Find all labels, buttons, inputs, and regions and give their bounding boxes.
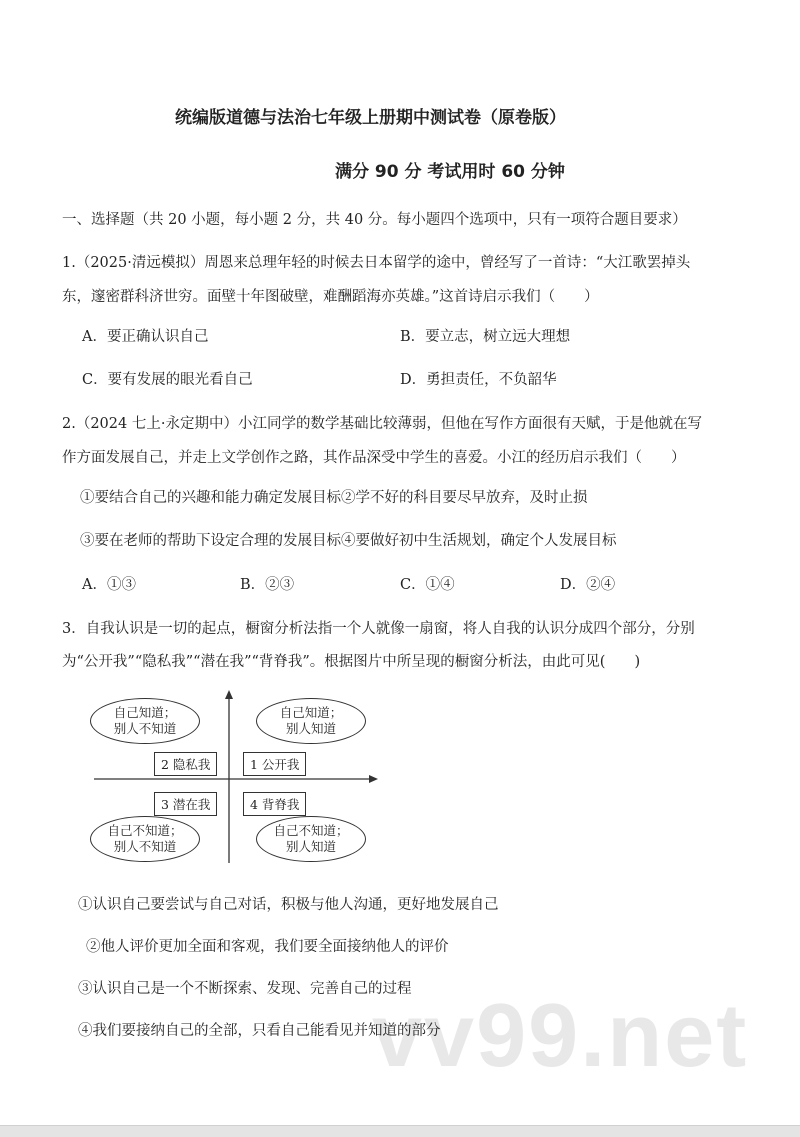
ellipse-top-right: 自己知道； 别人知道 [256,698,366,744]
q2-line2: 作方面发展自己，并走上文学创作之路，其作品深受中学生的喜爱。小江的经历启示我们（ ） [62,450,686,466]
q3-line1: 3．自我认识是一切的起点，橱窗分析法指一个人就像一扇窗，将人自我的认识分成四个部分，分别 [62,621,695,637]
q1-option-a: A．要正确认识自己 [82,329,209,345]
box-public-self: 1 公开我 [243,752,306,776]
box-blind-self: 4 背脊我 [243,792,306,816]
q3-statement-1: ①认识自己要尝试与自己对话，积极与他人沟通，更好地发展自己 [78,897,499,913]
q1-option-b: B．要立志，树立远大理想 [400,329,571,345]
ellipse-top-left: 自己知道； 别人不知道 [90,698,200,744]
q2-option-c: C．①④ [400,577,455,593]
q2-option-b: B．②③ [240,577,295,593]
page-title: 统编版道德与法治七年级上册期中测试卷（原卷版） [175,108,566,128]
ellipse-bottom-left: 自己不知道； 别人不知道 [90,816,200,862]
q3-statement-3: ③认识自己是一个不断探索、发现、完善自己的过程 [78,981,412,997]
q1-option-d: D．勇担责任，不负韶华 [400,372,557,388]
q1-line1: 1.（2025·清远模拟）周恩来总理年轻的时候去日本留学的途中，曾经写了一首诗：“大江歌罢掉头 [62,255,691,271]
q3-statement-4: ④我们要接纳自己的全部，只看自己能看见并知道的部分 [78,1023,441,1039]
box-potential-self: 3 潜在我 [154,792,217,816]
q2-option-d: D．②④ [560,577,616,593]
q3-line2: 为“公开我”“隐私我”“潜在我”“背脊我”。根据图片中所呈现的橱窗分析法，由此可见( ) [62,654,641,670]
q2-statements-1: ①要结合自己的兴趣和能力确定发展目标②学不好的科目要尽早放弃，及时止损 [80,490,588,506]
q2-option-a: A．①③ [82,577,136,593]
section-heading: 一、选择题（共 20 小题，每小题 2 分，共 40 分。每小题四个选项中，只有一项符合题目要求） [62,212,687,228]
ellipse-bottom-right: 自己不知道； 别人知道 [256,816,366,862]
page-bottom-edge [0,1125,800,1137]
box-private-self: 2 隐私我 [154,752,217,776]
johari-window-diagram [88,688,388,863]
watermark: vv99.net [372,986,749,1086]
page-subtitle: 满分 90 分 考试用时 60 分钟 [335,162,565,182]
q2-statements-2: ③要在老师的帮助下设定合理的发展目标④要做好初中生活规划，确定个人发展目标 [80,533,617,549]
q3-statement-2: ②他人评价更加全面和客观，我们要全面接纳他人的评价 [86,939,449,955]
q1-option-c: C．要有发展的眼光看自己 [82,372,253,388]
q2-line1: 2.（2024 七上·永定期中）小江同学的数学基础比较薄弱，但他在写作方面很有天赋，于是他就在写 [62,416,702,432]
q1-line2: 东，邃密群科济世穷。面壁十年图破壁，难酬蹈海亦英雄。”这首诗启示我们（ ） [62,289,599,305]
